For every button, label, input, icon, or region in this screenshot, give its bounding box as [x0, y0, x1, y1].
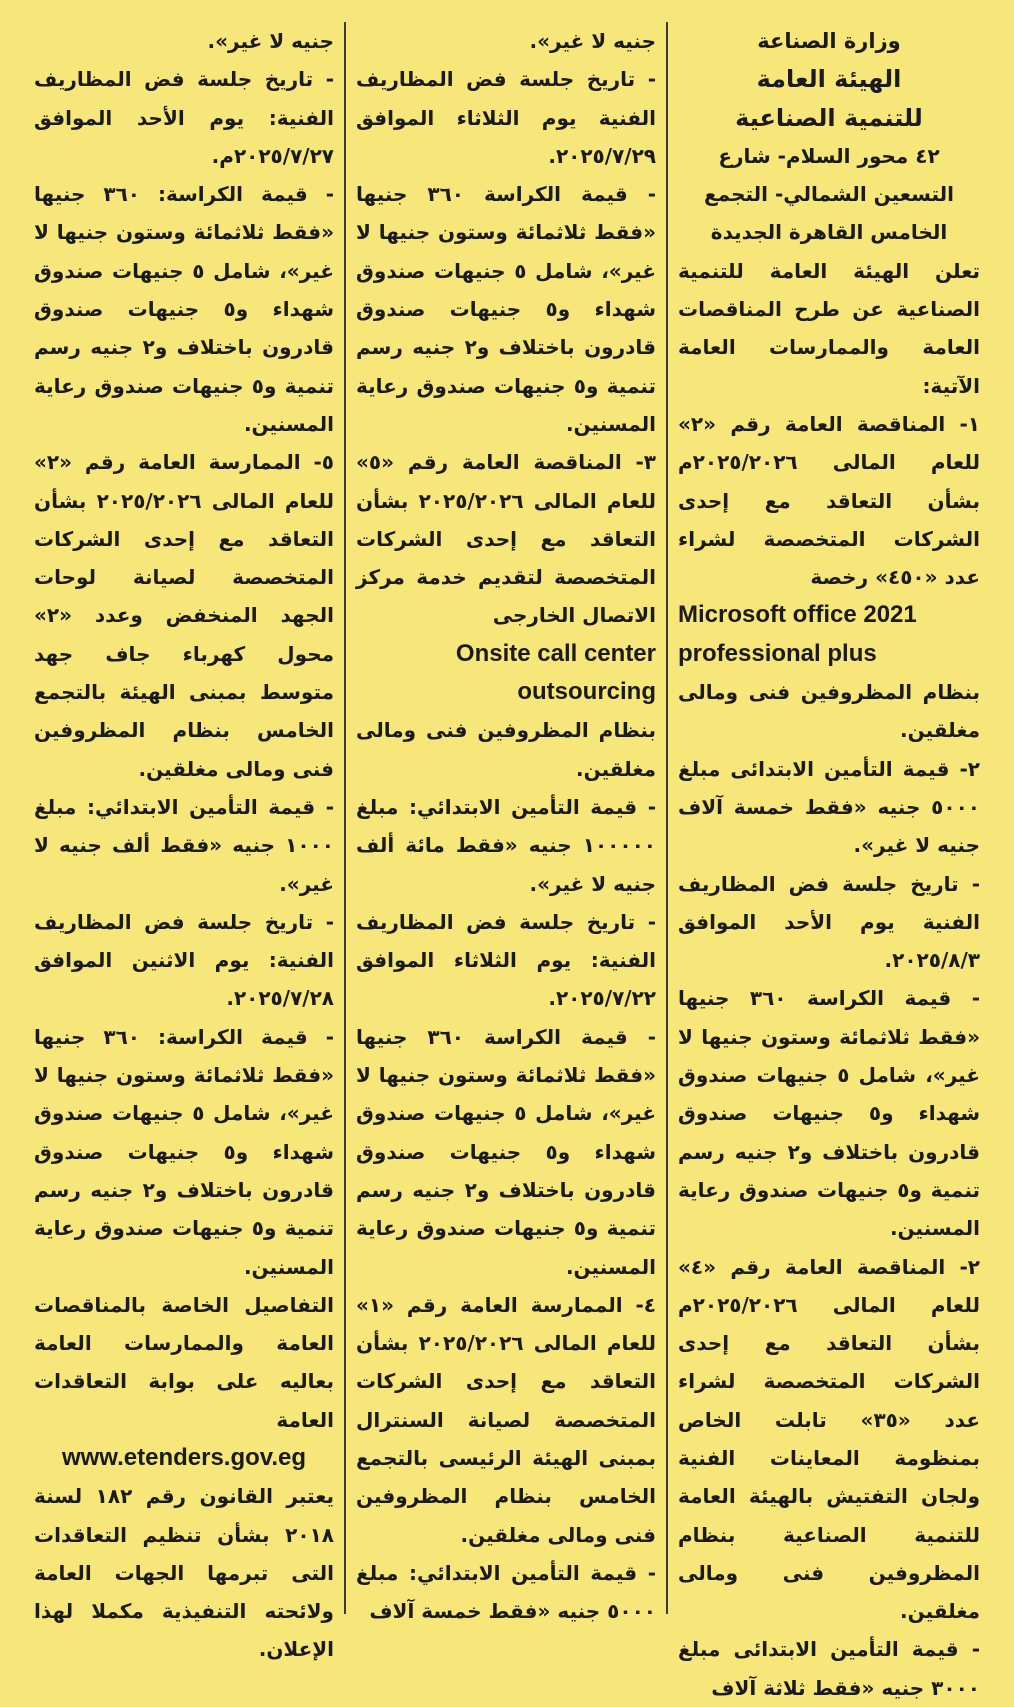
tender-3-service-name: Onsite call center outsourcing: [455, 639, 656, 706]
tender-3-insurance: - قيمة التأمين الابتدائي: مبلغ ١٠٠٠٠٠ جنيه «فقط مائة ألف جنيه لا غير».: [356, 794, 656, 896]
tender-3-opening-date: - تاريخ جلسة فض المظاريف الفنية: يوم الثلاثاء الموافق ٢٠٢٥/٧/٢٢.: [356, 909, 656, 1011]
continuation-text: جنيه لا غير».: [529, 29, 656, 53]
tender-1-description: ١- المناقصة العامة رقم «٢» للعام المالى ٢٠٢٥/٢٠٢٦م بشأن التعاقد مع إحدى الشركات المتخصصة لشراء عدد «٤٥٠» رخصة: [678, 411, 980, 590]
tender-2-insurance: - قيمة التأمين الابتدائى مبلغ ٣٠٠٠ جنيه «فقط ثلاثة آلاف: [678, 1637, 980, 1700]
tender-1-booklet-price: - قيمة الكراسة ٣٦٠ جنيها «فقط ثلاثمائة وستون جنيها لا غير»، شامل ٥ جنيهات صندوق شهداء و٥ جنيهات صندوق قادرون باختلاف و٢ جنيه رسم تنمية و٥ جنيهات صندوق رعاية المسنين.: [678, 986, 980, 1241]
authority-name-line2: للتنمية الصناعية: [735, 103, 923, 132]
ministry-name: وزارة الصناعة: [757, 29, 901, 53]
tender-3-description: ٣- المناقصة العامة رقم «٥» للعام المالى ٢٠٢٥/٢٠٢٦ بشأن التعاقد مع إحدى الشركات المتخصصة لتقديم خدمة مركز الاتصال الخارجى: [356, 450, 657, 628]
practice-5-booklet-price: - قيمة الكراسة: ٣٦٠ جنيها «فقط ثلاثمائة وستون جنيها لا غير»، شامل ٥ جنيهات صندوق شهداء و٥ جنيهات صندوق قادرون باختلاف و٢ جنيه رسم تنمية و٥ جنيهات صندوق رعاية المسنين.: [34, 1024, 334, 1279]
intro-paragraph: تعلن الهيئة العامة للتنمية الصناعية عن طرح المناقصات العامة والممارسات العامة الآتية:: [678, 258, 980, 398]
practice-4-opening-date: - تاريخ جلسة فض المظاريف الفنية: يوم الأحد الموافق ٢٠٢٥/٧/٢٧م.: [34, 67, 334, 168]
practice-5-description: ٥- الممارسة العامة رقم «٢» للعام المالى ٢٠٢٥/٢٠٢٦ بشأن التعاقد مع إحدى الشركات المتخصصة لصيانة لوحات الجهد المنخفض وعدد «٢» محول كهرباء جاف جهد متوسط بمبنى الهيئة بالتجمع الخامس بنظام المظروفين فنى ومالى مغلقين.: [34, 450, 335, 781]
tender-2-booklet-price: - قيمة الكراسة ٣٦٠ جنيها «فقط ثلاثمائة وستون جنيها لا غير»، شامل ٥ جنيهات صندوق شهداء و٥ جنيهات صندوق قادرون باختلاف و٢ جنيه رسم تنمية و٥ جنيهات صندوق رعاية المسنين.: [356, 182, 656, 436]
tender-3-booklet-price: - قيمة الكراسة ٣٦٠ جنيها «فقط ثلاثمائة وستون جنيها لا غير»، شامل ٥ جنيهات صندوق شهداء و٥ جنيهات صندوق قادرون باختلاف و٢ جنيه رسم تنمية و٥ جنيهات صندوق رعاية المسنين.: [356, 1024, 656, 1279]
tender-2-description: ٢- المناقصة العامة رقم «٤» للعام المالى ٢٠٢٥/٢٠٢٦م بشأن التعاقد مع إحدى الشركات المتخصصة لشراء عدد «٣٥» تابلت الخاص بمنظومة المعاينات الفنية ولجان التفتيش بالهيئة العامة للتنمية الصناعية بنظام المظروفين فنى ومالى مغلقين.: [678, 1254, 980, 1624]
tender-1-product-name: Microsoft office 2021 professional plus: [678, 601, 917, 667]
tender-3-system: بنظام المظروفين فنى ومالى مغلقين.: [356, 718, 656, 781]
authority-name-line1: الهيئة العامة: [756, 65, 902, 94]
law-note: يعتبر القانون رقم ١٨٢ لسنة ٢٠١٨ بشأن تنظيم التعاقدات التى تبرمها الجهات العامة ولائحته التنفيذية مكملا لهذا الإعلان.: [34, 1484, 335, 1662]
announcement-column-1: [668, 22, 990, 1700]
practice-4-booklet-price: - قيمة الكراسة: ٣٦٠ جنيها «فقط ثلاثمائة وستون جنيها لا غير»، شامل ٥ جنيهات صندوق شهداء و٥ جنيهات صندوق قادرون باختلاف و٢ جنيه رسم تنمية و٥ جنيهات صندوق رعاية المسنين.: [34, 182, 334, 436]
tender-1-insurance: ٢- قيمة التأمين الابتدائى مبلغ ٥٠٠٠ جنيه «فقط خمسة آلاف جنيه لا غير».: [678, 756, 980, 858]
authority-address: ٤٢ محور السلام- شارع التسعين الشمالي- التجمع الخامس القاهرة الجديدة: [704, 143, 954, 245]
practice-5-opening-date: - تاريخ جلسة فض المظاريف الفنية: يوم الاثنين الموافق ٢٠٢٥/٧/٢٨.: [34, 909, 334, 1011]
practice-4-insurance: - قيمة التأمين الابتدائي: مبلغ ٥٠٠٠ جنيه «فقط خمسة آلاف: [356, 1560, 656, 1624]
tender-1-system: بنظام المظروفين فنى ومالى مغلقين.: [678, 680, 980, 743]
details-paragraph: التفاصيل الخاصة بالمناقصات العامة والممارسات العامة بعاليه على بوابة التعاقدات العامة: [34, 1292, 334, 1432]
announcement-column-3: [24, 22, 346, 1662]
tender-2-opening-date: - تاريخ جلسة فض المظاريف الفنية يوم الثلاثاء الموافق ٢٠٢٥/٧/٢٩.: [356, 67, 656, 168]
continuation-text: جنيه لا غير».: [207, 29, 334, 53]
practice-4-description: ٤- الممارسة العامة رقم «١» للعام المالى ٢٠٢٥/٢٠٢٦ بشأن التعاقد مع إحدى الشركات المتخصصة لصيانة السنترال بمبنى الهيئة الرئيسى بالتجمع الخامس بنظام المظروفين فنى ومالى مغلقين.: [356, 1292, 657, 1547]
practice-5-insurance: - قيمة التأمين الابتدائي: مبلغ ١٠٠٠ جنيه «فقط ألف جنيه لا غير».: [34, 794, 334, 896]
announcement-column-2: [346, 22, 668, 1624]
tender-1-opening-date: - تاريخ جلسة فض المظاريف الفنية يوم الأحد الموافق ٢٠٢٥/٨/٣.: [678, 871, 980, 973]
etenders-url[interactable]: www.etenders.gov.eg: [61, 1443, 307, 1471]
